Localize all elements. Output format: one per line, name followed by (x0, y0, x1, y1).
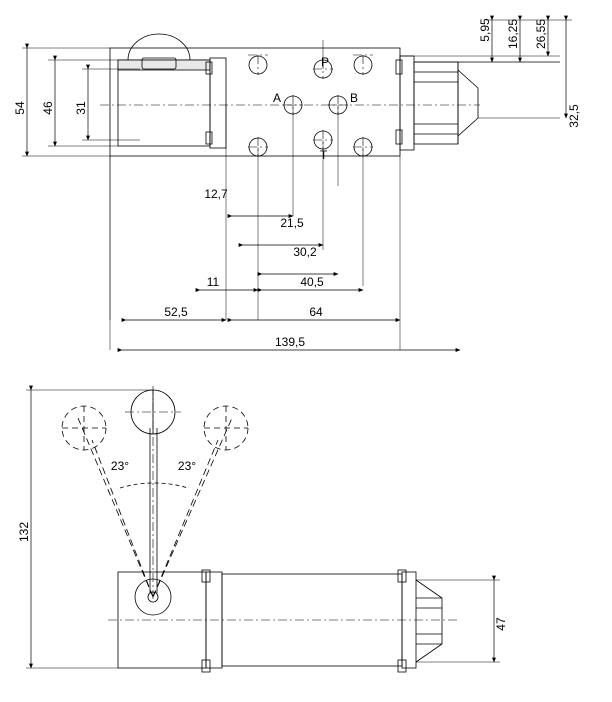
port-label-a: A (273, 91, 282, 105)
side-view-dimension-lines (31, 390, 494, 668)
dim-16-25: 16,25 (506, 18, 520, 50)
port-label-p: P (321, 55, 330, 69)
dim-12-7: 12,7 (204, 187, 228, 201)
angle-left-23: 23° (110, 459, 130, 473)
dim-11: 11 (206, 275, 220, 289)
dim-31: 31 (74, 101, 88, 115)
dim-21-5: 21,5 (280, 216, 304, 230)
side-view-geometry (62, 390, 442, 672)
port-label-b: B (350, 91, 359, 105)
top-view-geometry (110, 34, 478, 156)
top-view-dimension-lines (27, 20, 566, 350)
dim-5-95: 5,95 (478, 18, 492, 42)
angle-right-23: 23° (177, 459, 197, 473)
dim-132: 132 (17, 521, 31, 543)
dim-26-55: 26,55 (534, 18, 548, 50)
port-label-t: T (320, 148, 328, 162)
dim-52-5: 52,5 (164, 305, 188, 319)
top-view-extension-lines (22, 40, 560, 350)
dim-46: 46 (41, 101, 55, 115)
dim-30-2: 30,2 (293, 245, 317, 259)
dim-40-5: 40,5 (300, 275, 324, 289)
dim-139-5: 139,5 (274, 335, 306, 349)
dim-32-5: 32,5 (567, 104, 581, 128)
side-view-centerlines (108, 386, 460, 620)
side-view-extension-lines (26, 390, 500, 668)
dim-54: 54 (13, 101, 27, 115)
dim-64: 64 (309, 305, 323, 319)
dim-47: 47 (494, 617, 508, 631)
